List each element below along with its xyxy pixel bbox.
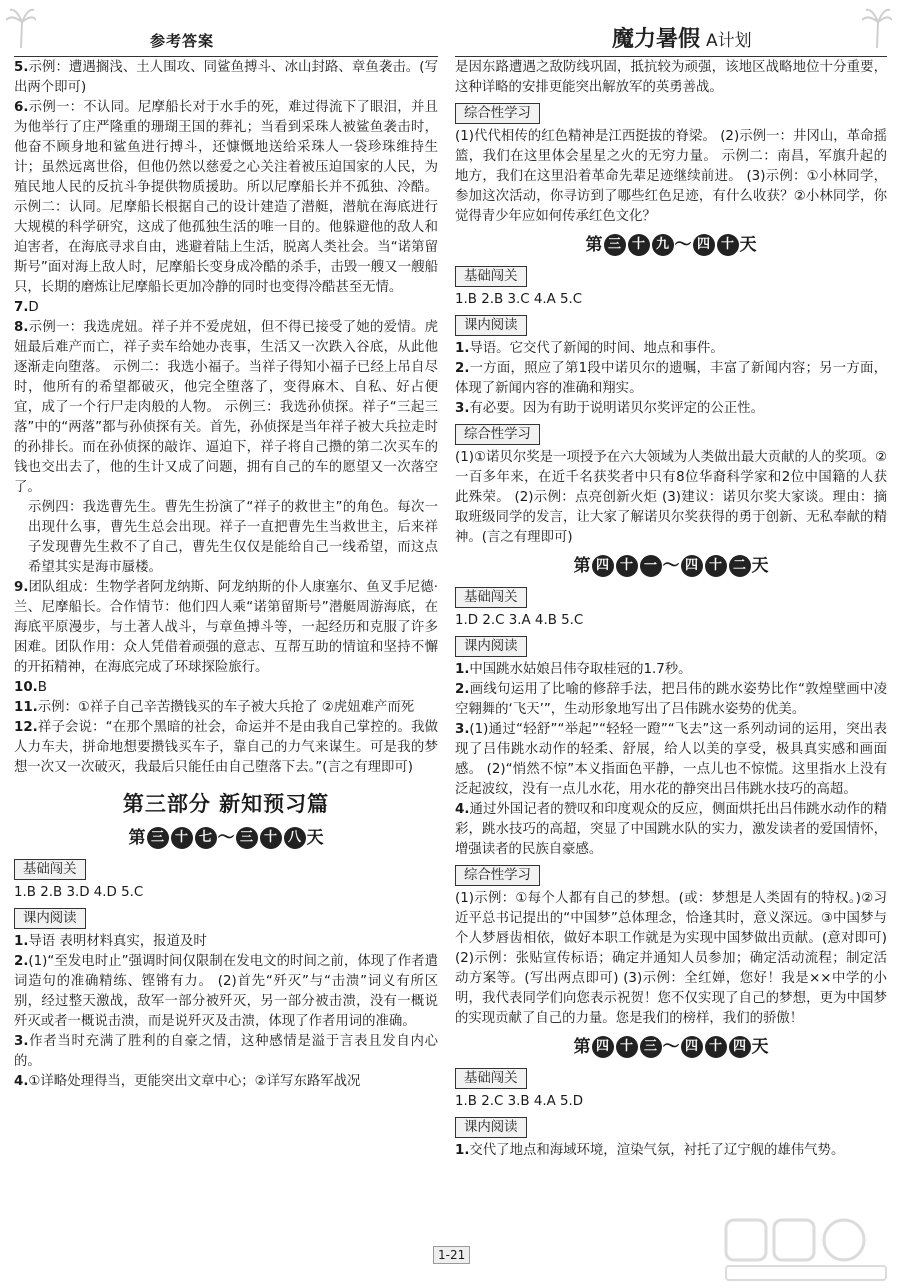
answer-item: 2.一方面，照应了第1段中诺贝尔的遗嘱，丰富了新闻内容；另一方面，体现了新闻内容的准确和翔实。 [455, 361, 887, 396]
palm-tree-icon [6, 4, 36, 48]
header-divider [455, 56, 887, 57]
section-label: 基础闯关 [14, 859, 86, 880]
answer-item: 2.画线句运用了比喻的修辞手法，把吕伟的跳水姿势比作“敦煌壁画中凌空翱舞的‘飞天’”，生动形象地写出了吕伟跳水姿势的优美。 [455, 682, 887, 717]
answer-item: (1)示例：①每个人都有自己的梦想。(或：梦想是人类固有的特权。)②习近平总书记提出的“中国梦”总体理念，恰逢其时，意义深远。③中国梦与个人梦唇齿相依，做好本职工作就是为实现中国梦做出贡献。(意对即可) (2)示例：张贴宣传标语；确定并通知人员参加；确定活动流程；制定活动方案等。(写出两点即可) (3)示例：全红婵，您好！我是××中学的小明，我代表同学们向您表示祝贺！您不仅实现了自己的梦想，更为中国梦的实现贡献了自己的力量。您是我们的榜样，我们的骄傲！ [455, 891, 887, 1026]
answer-item: 11.示例：①祥子自己辛苦攒钱买的车子被大兵抢了 ②虎妞难产而死 [14, 700, 415, 715]
watermark-logo [722, 1214, 892, 1284]
answer-item: 7.D [14, 300, 39, 315]
answer-item: 6.示例一：不认同。尼摩船长对于水手的死，难过得流下了眼泪，并且为他举行了庄严隆重的珊瑚王国的葬礼；当看到采珠人被鲨鱼袭击时，他奋不顾身地和鲨鱼进行搏斗，还慷慨地送给采珠人一袋珍珠维持生计；虽然远离世俗，但他仍然以慈爱之心关注着被压迫国家的人民，为殖民地人民的反抗斗争提供物质援助。所以尼摩船长并不孤独、冷酷。 示例二：认同。尼摩船长根据自己的设计建造了潜艇，潜航在海底进行大规模的科学研究，这成了他孤独生活的唯一目的。他躲避他的敌人和迫害者，在海底寻求自由，逃避着陆上生活，脱离人类社会。当“诺第留斯号”面对海上敌人时，尼摩船长变身成冷酷的杀手，击毁一艘又一艘船只，长期的磨炼让尼摩船长更加冷静的同时也变得冷酷甚至无情。 [14, 100, 438, 295]
answer-item: 3.有必要。因为有助于说明诺贝尔奖评定的公正性。 [455, 401, 764, 416]
day-title: 第 三 十 七 ～ 三 十 八 天 [128, 828, 324, 848]
page-number: 1-21 [433, 1246, 470, 1264]
brand-sub: A计划 [706, 31, 752, 51]
day-title: 第 四 十 一 ～ 四 十 二 天 [573, 556, 769, 576]
right-column [455, 58, 887, 1161]
answer-item: (1)①诺贝尔奖是一项授予在六大领域为人类做出最大贡献的人的奖项。②一百多年来，在近千名获奖者中只有8位华裔科学家和2位中国籍的人获此殊荣。 (2)示例：点亮创新火炬 (3)建议：诺贝尔奖大家谈。理由：摘取班级同学的发言，让大家了解诺贝尔奖获得的勇于创新、无私奉献的精神。(言之有理即可) [455, 450, 887, 545]
answer-item: 1.交代了地点和海域环境，渲染气氛，衬托了辽宁舰的雄伟气势。 [455, 1143, 845, 1158]
section-label: 课内阅读 [455, 315, 527, 336]
answer-line: 1.B 2.C 3.B 4.A 5.D [455, 1094, 584, 1109]
section-label: 课内阅读 [455, 636, 527, 657]
brand-name: 魔力暑假 [612, 27, 701, 52]
section-label: 基础闯关 [455, 266, 527, 287]
section-label: 基础闯关 [455, 587, 527, 608]
section-label: 综合性学习 [455, 865, 540, 886]
answer-item: 10.B [14, 680, 47, 695]
answer-item: 5.示例：遭遇搁浅、土人围攻、同鲨鱼搏斗、冰山封路、章鱼袭击。(写出两个即可) [14, 60, 438, 95]
answer-item: 12.祥子会说：“在那个黑暗的社会，命运并不是由我自己掌控的。我做人力车夫，拼命地想要攒钱买车子，靠自己的力气来谋生。可是我的梦想一次又一次破灭，我最后只能任由自己堕落下去。”(言之有理即可) [14, 720, 438, 775]
header-title: 参考答案 [150, 32, 215, 50]
answer-item: 示例四：我选曹先生。曹先生扮演了“祥子的救世主”的角色。每次一出现什么事，曹先生总会出现。祥子一直把曹先生当救世主，后来祥子发现曹先生救不了自己，曹先生仅仅是能给自己一线希望，而这点希望其实是海市蜃楼。 [28, 500, 438, 575]
answer-line: 1.B 2.B 3.D 4.D 5.C [14, 885, 144, 900]
section-label: 综合性学习 [455, 103, 540, 124]
answer-item: 1.中国跳水姑娘吕伟夺取桂冠的1.7秒。 [455, 662, 692, 677]
answer-item: 3.(1)通过“轻舒”“举起”“轻轻一蹬”“飞去”这一系列动词的运用，突出表现了吕伟跳水动作的轻柔、舒展，给人以美的享受，极具真实感和画面感。 (2)“悄然不惊”本义指面色平静，一点儿也不惊慌。这里指水上没有泛起波纹，没有一点儿水花，用水花的静突出吕伟跳水技巧的高超。 [455, 722, 887, 797]
answer-item: 9.团队组成：生物学者阿龙纳斯、阿龙纳斯的仆人康塞尔、鱼叉手尼德·兰、尼摩船长。合作情节：他们四人乘“诺第留斯号”潜艇周游海底，在海底平原漫步，与土著人战斗，与章鱼搏斗等，一起经历和克服了许多困难。团队作用：众人凭借着顽强的意志、互帮互助的情谊和坚持不懈的开拓精神，在海底完成了环球探险旅行。 [14, 580, 438, 675]
answer-line: 1.B 2.B 3.C 4.A 5.C [455, 292, 583, 307]
answer-item: 3.作者当时充满了胜利的自豪之情，这种感情是溢于言表且发自内心的。 [14, 1034, 438, 1069]
answer-item: 1.导语 表明材料真实，报道及时 [14, 934, 207, 949]
brand-logo [612, 22, 752, 53]
section-label: 课内阅读 [455, 1117, 527, 1138]
section-label: 基础闯关 [455, 1068, 527, 1089]
answer-item: (1)代代相传的红色精神是江西挺拔的脊梁。 (2)示例一：井冈山，革命摇篮，我们在这里体会星星之火的无穷力量。 示例二：南昌，军旗升起的地方，我们在这里沿着革命先辈足迹继续前进。 (3)示例：①小林同学，参加这次活动，你寻访到了哪些红色足迹，有什么收获？②小林同学，你觉得青少年应如何传承红色文化？ [455, 129, 887, 224]
answer-item: 8.示例一：我选虎妞。祥子并不爱虎妞，但不得已接受了她的爱情。虎妞最后难产而亡，祥子卖车给她办丧事，生活又一次跌入谷底，从此他逐渐走向堕落。 示例二：我选小福子。当祥子得知小福子已经上吊自尽时，他所有的希望都破灭，他完全堕落了，变得麻木、自私、好占便宜，成了一个行尸走肉般的人物。 示例三：我选孙侦探。祥子“三起三落”中的“两落”都与孙侦探有关。首先，孙侦探是当年祥子被大兵拉走时的孙排长。而在孙侦探的敲诈、逼迫下，祥子将自己攒的第二次买车的钱也交出去了，他的生计又成了问题，拥有自己的车的愿望又一次落空了。 [14, 320, 438, 495]
section-label: 课内阅读 [14, 908, 86, 929]
left-column [14, 58, 438, 1092]
section-label: 综合性学习 [455, 424, 540, 445]
day-title: 第 三 十 九 ～ 四 十 天 [585, 235, 757, 255]
answer-item: 4.①详略处理得当，更能突出文章中心；②详写东路军战况 [14, 1074, 361, 1089]
answer-item: 2.(1)“至发电时止”强调时间仅限制在发电文的时间之前，体现了作者遣词造句的准确精练、铿锵有力。 (2)首先“歼灭”与“击溃”词义有所区别，经过整天激战，敌军一部分被歼灭，另一部分被击溃，没有一概说歼灭或者一概说击溃，而是说歼灭及击溃，体现了作者用词的准确。 [14, 954, 438, 1029]
part-title: 第三部分 新知预习篇 [122, 792, 330, 816]
header-divider [14, 56, 438, 57]
answer-item: 1.导语。它交代了新闻的时间、地点和事件。 [455, 341, 724, 356]
palm-tree-icon [862, 4, 892, 48]
day-title: 第 四 十 三 ～ 四 十 四 天 [573, 1037, 769, 1057]
answer-item: 4.通过外国记者的赞叹和印度观众的反应，侧面烘托出吕伟跳水动作的精彩，跳水技巧的高超，突显了中国跳水队的实力，激发读者的爱国情怀，增强读者的民族自豪感。 [455, 802, 887, 857]
answer-line: 1.D 2.C 3.A 4.B 5.C [455, 613, 584, 628]
answer-item: 是因东路遭遇之敌防线巩固，抵抗较为顽强，该地区战略地位十分重要，这种详略的安排更能突出解放军的英勇善战。 [455, 60, 887, 95]
